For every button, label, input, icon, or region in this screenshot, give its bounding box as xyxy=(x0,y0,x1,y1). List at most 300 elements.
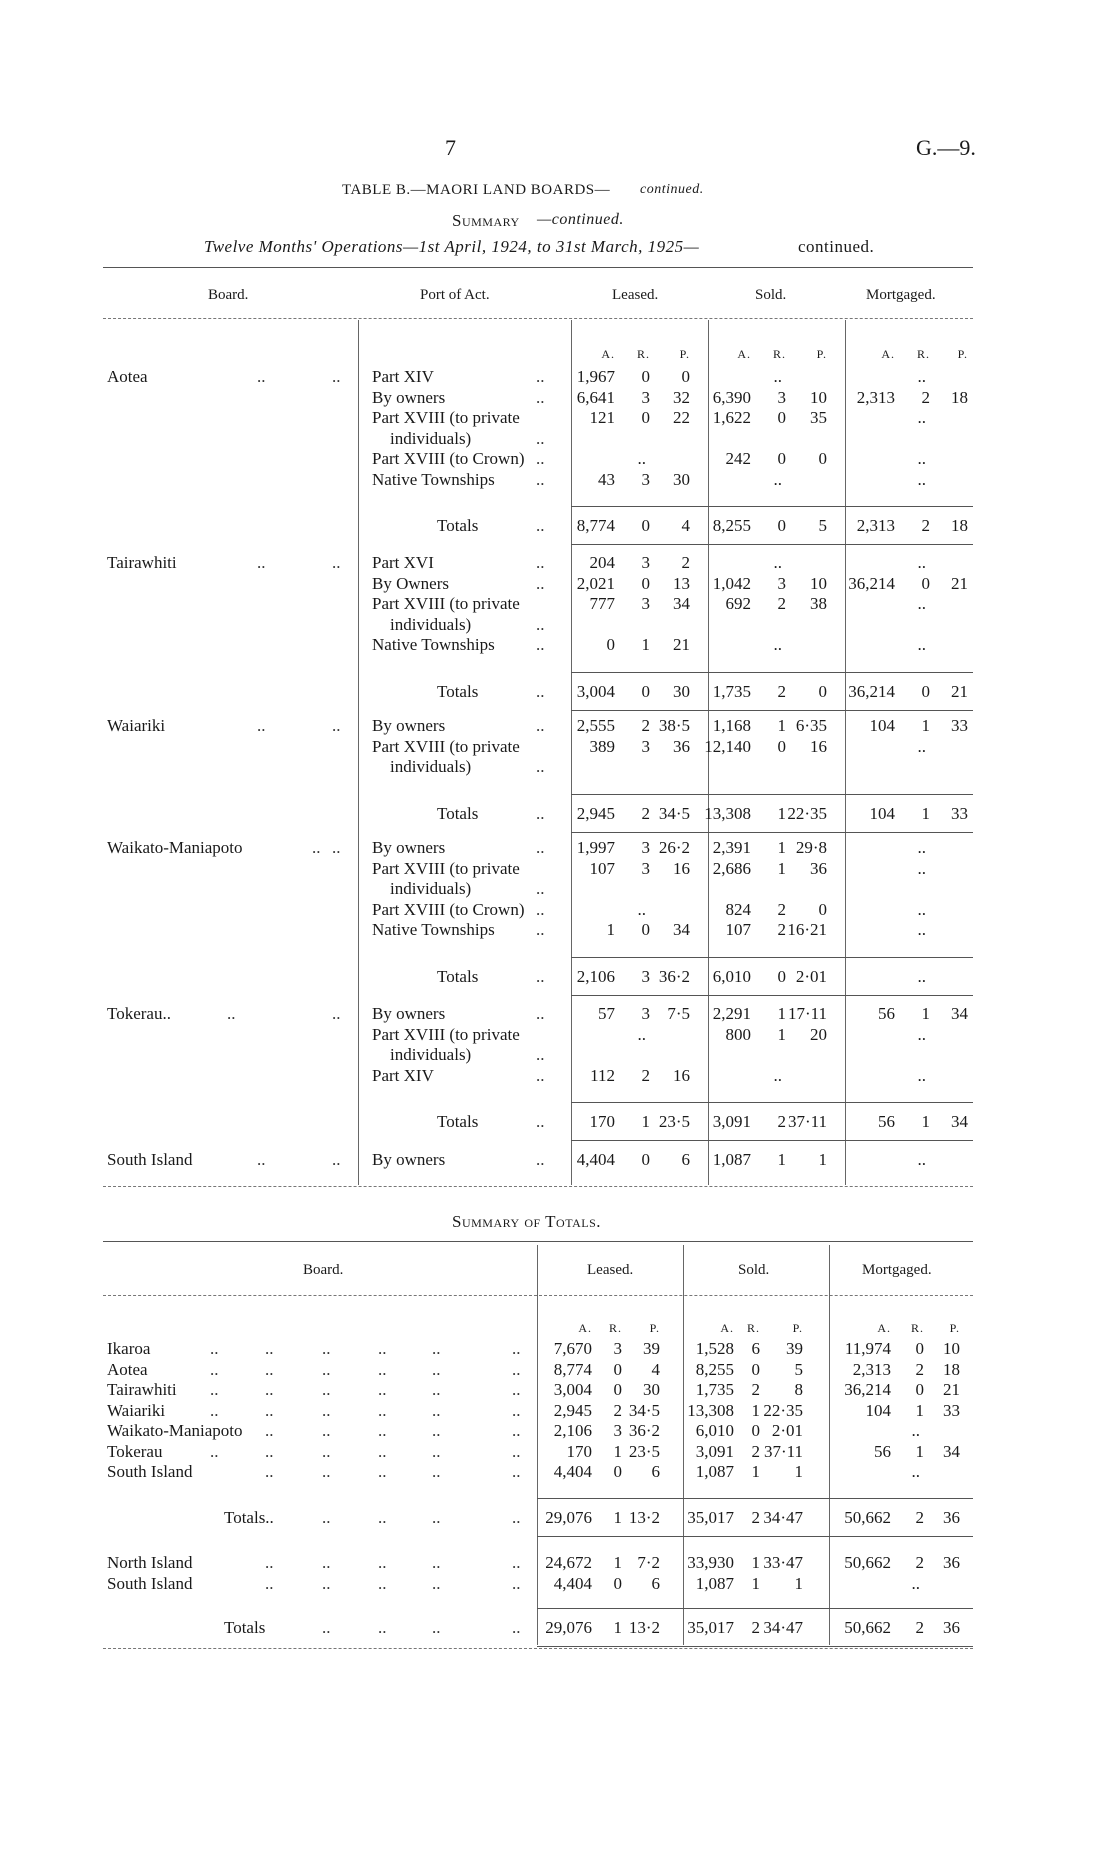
summary-totals-title: Summary of Totals. xyxy=(452,1212,602,1231)
totals-sold-p: 22·35 xyxy=(787,803,827,823)
leased-value-a: 204 xyxy=(589,553,615,572)
totals-sold-a: 6,010 xyxy=(712,966,751,986)
summary-totals-leased-r: 1 xyxy=(613,1618,622,1637)
table1-bottom-rule xyxy=(103,1186,973,1187)
mortgaged-value-empty: .. xyxy=(917,367,926,386)
part-leader: .. xyxy=(536,1065,545,1085)
part-leader: .. xyxy=(536,757,545,776)
sold-value-p: 1 xyxy=(818,1150,827,1169)
table1-header-part: Port of Act. xyxy=(420,287,490,303)
unit-r-mortgaged: R. xyxy=(916,347,930,361)
part-of-act: Native Townships xyxy=(372,920,495,939)
board-name: South Island xyxy=(107,1150,193,1169)
part-leader: .. xyxy=(536,879,545,898)
totals-mortgaged-a: 2,313 xyxy=(856,516,895,535)
sold-value-r: 0 xyxy=(777,408,786,427)
board-name: Tokerau.. xyxy=(107,1004,171,1023)
row-leader: .. xyxy=(265,1421,274,1440)
summary-leased-p: 4 xyxy=(651,1359,660,1379)
part-leader: .. xyxy=(536,838,545,857)
mortgaged-value-r: 1 xyxy=(921,716,930,735)
mortgaged-value-a: 2,313 xyxy=(856,387,895,407)
mortgaged-value-empty: .. xyxy=(917,1024,926,1044)
sold-value-p: 29·8 xyxy=(795,838,827,857)
summary-sold-r: 2 xyxy=(751,1380,760,1399)
summary-totals-mortgaged-r: 2 xyxy=(915,1508,924,1527)
totals-sold-r: 1 xyxy=(777,803,786,823)
summary-leased-r: 3 xyxy=(613,1339,622,1358)
row-leader: .. xyxy=(378,1380,387,1399)
island-leased-p: 7·2 xyxy=(637,1553,660,1572)
summary-mortgaged-r: 0 xyxy=(915,1380,924,1399)
totals-leased-a: 2,945 xyxy=(576,803,615,823)
leased-value-a: 389 xyxy=(589,736,615,756)
totals-top-rule xyxy=(571,794,973,795)
part-of-act-cont: individuals) xyxy=(390,614,472,634)
row-leader: .. xyxy=(378,1462,387,1481)
summary-leased-a: 170 xyxy=(566,1441,592,1461)
totals-leader: .. xyxy=(536,516,545,535)
mortgaged-value-p: 34 xyxy=(951,1004,968,1023)
totals-label: Totals xyxy=(437,803,479,823)
part-of-act: Part XVIII (to Crown) xyxy=(372,899,525,919)
row-leader: .. xyxy=(378,1339,387,1358)
part-leader: .. xyxy=(536,367,545,386)
row-leader: .. xyxy=(378,1441,387,1461)
row-leader: .. xyxy=(512,1339,521,1358)
part-of-act: Part XVI xyxy=(372,553,434,572)
part-leader: .. xyxy=(536,716,545,735)
summary-mortgaged-r: 0 xyxy=(915,1339,924,1358)
unit-r-leased: R. xyxy=(636,347,650,361)
mortgaged-value-a: 36,214 xyxy=(848,573,895,593)
table2-header-mortgaged: Mortgaged. xyxy=(862,1262,932,1278)
summary-sold-a: 6,010 xyxy=(695,1421,734,1440)
summary-leased-p: 23·5 xyxy=(628,1441,660,1461)
totals-sold-r: 0 xyxy=(777,966,786,986)
summary-leased-a: 7,670 xyxy=(553,1339,592,1358)
leased-value-empty: .. xyxy=(637,899,646,919)
leased-value-r: 0 xyxy=(641,408,650,427)
leased-value-r: 0 xyxy=(641,920,650,939)
row-leader: .. xyxy=(378,1573,387,1593)
totals-sold-r: 2 xyxy=(777,1112,786,1131)
sold-value-r: 1 xyxy=(777,838,786,857)
sold-value-r: 1 xyxy=(777,858,786,878)
summary-mortgaged-empty: .. xyxy=(911,1462,920,1481)
totals-bottom-rule xyxy=(571,995,973,996)
part-of-act: Native Townships xyxy=(372,469,495,489)
totals-leased-r: 0 xyxy=(641,516,650,535)
row-leader: .. xyxy=(378,1508,387,1527)
totals-sold-p: 0 xyxy=(818,681,827,701)
summary-sold-p: 5 xyxy=(794,1359,803,1379)
sold-value-a: 1,042 xyxy=(712,573,751,593)
totals-mortgaged-a: 56 xyxy=(878,1112,895,1131)
island-leased-a: 4,404 xyxy=(553,1573,592,1593)
part-leader: .. xyxy=(536,553,545,572)
summary-totals-leased-a: 29,076 xyxy=(545,1508,592,1527)
row-leader: .. xyxy=(322,1462,331,1481)
summary-totals-leased-r: 1 xyxy=(613,1508,622,1527)
part-leader: .. xyxy=(536,573,545,593)
row-leader: .. xyxy=(378,1359,387,1379)
totals-leased-r: 1 xyxy=(641,1112,650,1131)
unit-a-sold: A. xyxy=(737,347,751,361)
summary-totals-mortgaged-p: 36 xyxy=(943,1618,960,1637)
row-leader: .. xyxy=(265,1339,274,1358)
table2-header-rule xyxy=(103,1295,973,1296)
leased-value-p: 13 xyxy=(673,573,690,593)
totals-leased-p: 34·5 xyxy=(658,803,690,823)
row-leader: .. xyxy=(432,1573,441,1593)
leased-value-a: 4,404 xyxy=(576,1150,615,1169)
totals-sold-a: 3,091 xyxy=(712,1112,751,1131)
board-leader: .. xyxy=(227,1004,236,1023)
summary-sold-a: 8,255 xyxy=(695,1359,734,1379)
leased-value-r: 2 xyxy=(641,1065,650,1085)
sold-value-r: 1 xyxy=(777,716,786,735)
sold-value-p: 0 xyxy=(818,449,827,468)
summary-totals-leased-a: 29,076 xyxy=(545,1618,592,1637)
part-of-act-cont: individuals) xyxy=(390,879,472,898)
mortgaged-value-empty: .. xyxy=(917,838,926,857)
summary-label: Summary xyxy=(452,211,520,230)
summary-board-name: South Island xyxy=(107,1462,193,1481)
row-leader: .. xyxy=(322,1339,331,1358)
sold-value-p: 16 xyxy=(810,736,827,756)
leased-value-p: 22 xyxy=(673,408,690,427)
leased-value-a: 2,021 xyxy=(576,573,615,593)
sold-value-p: 0 xyxy=(818,899,827,919)
totals-leased-p: 23·5 xyxy=(658,1112,690,1131)
totals-bottom-rule xyxy=(571,1140,973,1141)
unit-r-leased: R. xyxy=(608,1321,622,1335)
summary-totals-sold-r: 2 xyxy=(751,1618,760,1637)
board-name: Waiariki xyxy=(107,716,166,735)
summary-totals-mortgaged-p: 36 xyxy=(943,1508,960,1527)
summary-sold-a: 13,308 xyxy=(687,1400,734,1420)
leased-value-a: 777 xyxy=(589,594,615,613)
unit-p-leased: P. xyxy=(679,347,690,361)
totals-label: Totals xyxy=(437,681,479,701)
summary-board-name: Aotea xyxy=(107,1359,148,1379)
summary-mortgaged-p: 34 xyxy=(943,1441,960,1461)
summary-mortgaged-p: 18 xyxy=(943,1359,960,1379)
sold-value-p: 20 xyxy=(810,1024,827,1044)
island-sold-a: 1,087 xyxy=(695,1573,734,1593)
sold-value-a: 242 xyxy=(725,449,751,468)
island-mortgaged-empty: .. xyxy=(911,1573,920,1593)
row-leader: .. xyxy=(512,1359,521,1379)
part-of-act: By owners xyxy=(372,838,446,857)
part-leader: .. xyxy=(536,920,545,939)
island-leased-p: 6 xyxy=(651,1573,660,1593)
board-name: Aotea xyxy=(107,367,148,386)
row-leader: .. xyxy=(322,1553,331,1572)
totals-leader: .. xyxy=(536,681,545,701)
part-leader: .. xyxy=(536,899,545,919)
totals-leased-r: 3 xyxy=(641,966,650,986)
island-name: South Island xyxy=(107,1573,193,1593)
summary-leased-r: 0 xyxy=(613,1462,622,1481)
summary-sold-r: 1 xyxy=(751,1462,760,1481)
summary-sold-a: 1,735 xyxy=(695,1380,734,1399)
part-leader: .. xyxy=(536,469,545,489)
leased-value-p: 30 xyxy=(673,469,690,489)
summary-totals-leased-p: 13·2 xyxy=(628,1508,660,1527)
row-leader: .. xyxy=(322,1573,331,1593)
summary-mortgaged-p: 10 xyxy=(943,1339,960,1358)
totals-top-rule xyxy=(571,957,973,958)
totals-top-rule xyxy=(571,1102,973,1103)
summary-leased-p: 6 xyxy=(651,1462,660,1481)
row-leader: .. xyxy=(322,1508,331,1527)
totals-mortgaged-p: 18 xyxy=(951,516,968,535)
table2-bottom-rule xyxy=(103,1648,973,1649)
summary-totals-mortgaged-r: 2 xyxy=(915,1618,924,1637)
mortgaged-value-empty: .. xyxy=(917,408,926,427)
leased-value-r: 3 xyxy=(641,469,650,489)
part-of-act: Part XVIII (to Crown) xyxy=(372,449,525,468)
leased-value-p: 7·5 xyxy=(667,1004,690,1023)
totals-mortgaged-p: 33 xyxy=(951,803,968,823)
leased-value-r: 0 xyxy=(641,1150,650,1169)
totals-sold-p: 5 xyxy=(818,516,827,535)
leased-value-r: 2 xyxy=(641,716,650,735)
summary-mortgaged-a: 36,214 xyxy=(844,1380,891,1399)
row-leader: .. xyxy=(378,1553,387,1572)
summary-sold-r: 6 xyxy=(751,1339,760,1358)
summary-mortgaged-a: 56 xyxy=(874,1441,891,1461)
row-leader: .. xyxy=(210,1380,219,1399)
summary-sold-r: 1 xyxy=(751,1400,760,1420)
totals-sold-p: 2·01 xyxy=(795,966,827,986)
row-leader: .. xyxy=(322,1618,331,1637)
leased-value-p: 6 xyxy=(681,1150,690,1169)
unit-a-sold: A. xyxy=(720,1321,734,1335)
summary-mortgaged-r: 1 xyxy=(915,1441,924,1461)
sold-value-empty: .. xyxy=(773,367,782,386)
mortgaged-value-p: 21 xyxy=(951,573,968,593)
mortgaged-value-a: 104 xyxy=(869,716,895,735)
summary-sold-p: 37·11 xyxy=(763,1441,803,1461)
row-leader: .. xyxy=(265,1380,274,1399)
board-leader: .. xyxy=(257,553,266,572)
row-leader: .. xyxy=(322,1421,331,1440)
table1-vrule-part xyxy=(358,320,359,1185)
board-leader: .. xyxy=(257,716,266,735)
island-sold-p: 33·47 xyxy=(763,1553,803,1572)
summary-leased-r: 0 xyxy=(613,1359,622,1379)
leased-value-p: 26·2 xyxy=(658,838,690,857)
summary-sold-p: 2·01 xyxy=(771,1421,803,1440)
board-leader: .. xyxy=(312,838,321,857)
part-leader: .. xyxy=(536,428,545,448)
summary-sold-r: 0 xyxy=(751,1359,760,1379)
mortgaged-value-empty: .. xyxy=(917,553,926,572)
sold-value-p: 10 xyxy=(810,573,827,593)
totals-leased-r: 0 xyxy=(641,681,650,701)
summary-totals-sold-p: 34·47 xyxy=(763,1508,803,1527)
board-leader-end: .. xyxy=(332,553,341,572)
leased-value-empty: .. xyxy=(637,449,646,468)
leased-value-a: 57 xyxy=(598,1004,615,1023)
unit-p-leased: P. xyxy=(649,1321,660,1335)
row-leader: .. xyxy=(265,1462,274,1481)
sold-value-p: 6·35 xyxy=(795,716,827,735)
unit-a-mortgaged: A. xyxy=(877,1321,891,1335)
unit-r-mortgaged: R. xyxy=(910,1321,924,1335)
summary-sold-r: 0 xyxy=(751,1421,760,1440)
leased-value-empty: .. xyxy=(637,1024,646,1044)
table1-header-board: Board. xyxy=(208,287,249,303)
unit-r-sold: R. xyxy=(746,1321,760,1335)
row-leader: .. xyxy=(432,1462,441,1481)
summary-totals-bottom-rule xyxy=(537,1536,973,1537)
totals-leader: .. xyxy=(536,966,545,986)
row-leader: .. xyxy=(512,1400,521,1420)
summary-mortgaged-a: 2,313 xyxy=(852,1359,891,1379)
row-leader: .. xyxy=(210,1359,219,1379)
table-title-continued: continued. xyxy=(640,182,704,197)
totals-sold-r: 2 xyxy=(777,681,786,701)
totals-sold-p: 37·11 xyxy=(787,1112,827,1131)
part-of-act: By owners xyxy=(372,1150,446,1169)
summary-mortgaged-empty: .. xyxy=(911,1421,920,1440)
summary-totals-sold-r: 2 xyxy=(751,1508,760,1527)
row-leader: .. xyxy=(432,1618,441,1637)
summary-leased-p: 39 xyxy=(643,1339,660,1358)
sold-value-a: 2,686 xyxy=(712,858,751,878)
summary-sold-p: 22·35 xyxy=(763,1400,803,1420)
table2-header-leased: Leased. xyxy=(587,1262,634,1278)
totals-mortgaged-a: 104 xyxy=(869,803,895,823)
part-leader: .. xyxy=(536,449,545,468)
summary-leased-p: 34·5 xyxy=(628,1400,660,1420)
summary-leased-r: 1 xyxy=(613,1441,622,1461)
sold-value-r: 1 xyxy=(777,1024,786,1044)
part-leader: .. xyxy=(536,387,545,407)
part-of-act-cont: individuals) xyxy=(390,428,472,448)
summary-totals-mortgaged-a: 50,662 xyxy=(844,1618,891,1637)
unit-p-sold: P. xyxy=(792,1321,803,1335)
summary-sold-a: 3,091 xyxy=(695,1441,734,1461)
summary-totals-leased-p: 13·2 xyxy=(628,1618,660,1637)
leased-value-p: 32 xyxy=(673,387,690,407)
sold-value-r: 2 xyxy=(777,920,786,939)
summary-leased-a: 2,106 xyxy=(553,1421,592,1440)
sold-value-p: 16·21 xyxy=(787,920,827,939)
table1-header-sold: Sold. xyxy=(755,287,787,303)
row-leader: .. xyxy=(265,1441,274,1461)
row-leader: .. xyxy=(512,1618,521,1637)
summary-mortgaged-a: 11,974 xyxy=(844,1339,891,1358)
mortgaged-value-r: 2 xyxy=(921,387,930,407)
period-continued: continued. xyxy=(798,237,875,256)
part-of-act: Part XIV xyxy=(372,1065,434,1085)
part-of-act: By owners xyxy=(372,1004,446,1023)
totals-mortgaged-p: 21 xyxy=(951,681,968,701)
leased-value-p: 16 xyxy=(673,1065,690,1085)
row-leader: .. xyxy=(432,1553,441,1572)
row-leader: .. xyxy=(512,1553,521,1572)
island-mortgaged-r: 2 xyxy=(915,1553,924,1572)
totals-mortgaged-r: 1 xyxy=(921,1112,930,1131)
sold-value-r: 1 xyxy=(777,1004,786,1023)
totals-mortgaged-a: 36,214 xyxy=(848,681,895,701)
mortgaged-value-r: 0 xyxy=(921,573,930,593)
leased-value-r: 1 xyxy=(641,635,650,654)
part-leader: .. xyxy=(536,614,545,634)
leased-value-p: 2 xyxy=(681,553,690,572)
island-sold-a: 33,930 xyxy=(687,1553,734,1572)
leased-value-p: 21 xyxy=(673,635,690,654)
table1-header-mortgaged: Mortgaged. xyxy=(866,287,936,303)
summary-sold-p: 39 xyxy=(786,1339,803,1358)
leased-value-p: 38·5 xyxy=(658,716,690,735)
leased-value-r: 3 xyxy=(641,838,650,857)
summary-board-name: Tokerau xyxy=(107,1441,163,1461)
leased-value-r: 3 xyxy=(641,736,650,756)
sold-value-empty: .. xyxy=(773,469,782,489)
mortgaged-value-empty: .. xyxy=(917,858,926,878)
island-leased-r: 1 xyxy=(613,1553,622,1572)
table1-header-rule xyxy=(103,318,973,319)
totals-sold-r: 0 xyxy=(777,516,786,535)
mortgaged-value-empty: .. xyxy=(917,1065,926,1085)
unit-p-mortgaged: P. xyxy=(949,1321,960,1335)
totals-mortgaged-r: 1 xyxy=(921,803,930,823)
totals-mortgaged-p: 34 xyxy=(951,1112,968,1131)
row-leader: .. xyxy=(432,1380,441,1399)
sold-value-p: 38 xyxy=(810,594,827,613)
totals-bottom-rule xyxy=(571,710,973,711)
summary-board-name: Tairawhiti xyxy=(107,1380,177,1399)
part-of-act: Part XIV xyxy=(372,367,434,386)
row-leader: .. xyxy=(265,1573,274,1593)
period-line: Twelve Months' Operations—1st April, 1924, to 31st March, 1925— xyxy=(204,237,700,256)
totals-leased-a: 170 xyxy=(589,1112,615,1131)
row-leader: .. xyxy=(512,1441,521,1461)
unit-r-sold: R. xyxy=(772,347,786,361)
summary-totals-sold-p: 34·47 xyxy=(763,1618,803,1637)
summary-leased-r: 3 xyxy=(613,1421,622,1440)
totals-leased-a: 2,106 xyxy=(576,966,615,986)
board-leader: .. xyxy=(257,1150,266,1169)
summary-leased-p: 36·2 xyxy=(628,1421,660,1440)
summary-leased-a: 4,404 xyxy=(553,1462,592,1481)
sold-value-r: 3 xyxy=(777,387,786,407)
sold-value-a: 2,291 xyxy=(712,1004,751,1023)
row-leader: .. xyxy=(322,1400,331,1420)
totals-sold-a: 13,308 xyxy=(704,803,751,823)
part-leader: .. xyxy=(536,1045,545,1064)
row-leader: .. xyxy=(322,1380,331,1399)
leased-value-a: 1 xyxy=(606,920,615,939)
summary-mortgaged-p: 21 xyxy=(943,1380,960,1399)
totals-top-rule xyxy=(571,506,973,507)
row-leader: .. xyxy=(512,1462,521,1481)
mortgaged-value-r: 1 xyxy=(921,1004,930,1023)
table2-header-sold: Sold. xyxy=(738,1262,770,1278)
summary-leased-a: 3,004 xyxy=(553,1380,592,1399)
table2-top-rule xyxy=(103,1241,973,1242)
part-of-act: Part XVIII (to private xyxy=(372,408,520,427)
mortgaged-value-empty: .. xyxy=(917,899,926,919)
mortgaged-value-empty: .. xyxy=(917,469,926,489)
board-leader-end: .. xyxy=(332,1150,341,1169)
